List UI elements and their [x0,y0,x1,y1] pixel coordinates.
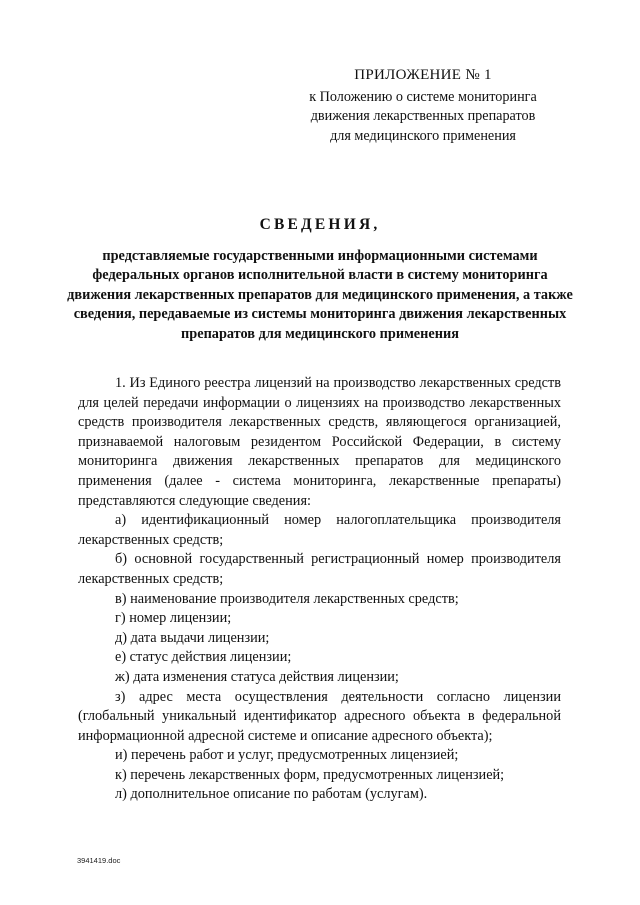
appendix-block [278,66,568,146]
item-b: б) основной государственный регистрационный номер производителя лекарственных средств; [78,551,561,587]
document-heading: СВЕДЕНИЯ, [259,216,381,233]
appendix-line-1: к Положению о системе мониторинга [309,88,537,105]
item-zh: ж) дата изменения статуса действия лицензии; [115,668,399,685]
file-name-footer: 3941419.doc [77,856,121,865]
item-l: л) дополнительное описание по работам (услугам). [115,786,428,803]
item-z: з) адрес места осуществления деятельности согласно лицензии (глобальный уникальный идентификатор адресного объекта в федеральной информационной адресной системе и описание адресного объекта); [78,688,561,744]
item-k: к) перечень лекарственных форм, предусмотренных лицензией; [115,766,505,783]
appendix-line-2: движения лекарственных препаратов [310,108,536,124]
appendix-line-3: для медицинского применения [330,127,516,144]
document-body [78,374,561,805]
item-i: и) перечень работ и услуг, предусмотренных лицензией; [115,747,459,764]
item-g: г) номер лицензии; [115,610,232,627]
appendix-title: ПРИЛОЖЕНИЕ № 1 [354,67,492,83]
item-d: д) дата выдачи лицензии; [115,629,270,646]
item-e: е) статус действия лицензии; [115,649,292,666]
item-v: в) наименование производителя лекарственных средств; [115,590,459,607]
paragraph-1: 1. Из Единого реестра лицензий на производство лекарственных средств для целей передачи информации о лицензиях на производство лекарственных средств производителя лекарственных средств, являющегося организацией, признаваемой налоговым резидентом Российской Федерации, в систему мониторинга движения лекарственных препаратов для медицинского применения (далее - система мониторинга, лекарственные препараты) представляются следующие сведения: [78,375,561,509]
document-subheading: представляемые государственными информационными системами федеральных органов исполнительной власти в систему мониторинга движения лекарственных препаратов для медицинского применения, а также сведения, передаваемые из системы мониторинга движения лекарственных препаратов для медицинского применения [67,248,573,342]
item-a: а) идентификационный номер налогоплательщика производителя лекарственных средств; [78,512,561,548]
